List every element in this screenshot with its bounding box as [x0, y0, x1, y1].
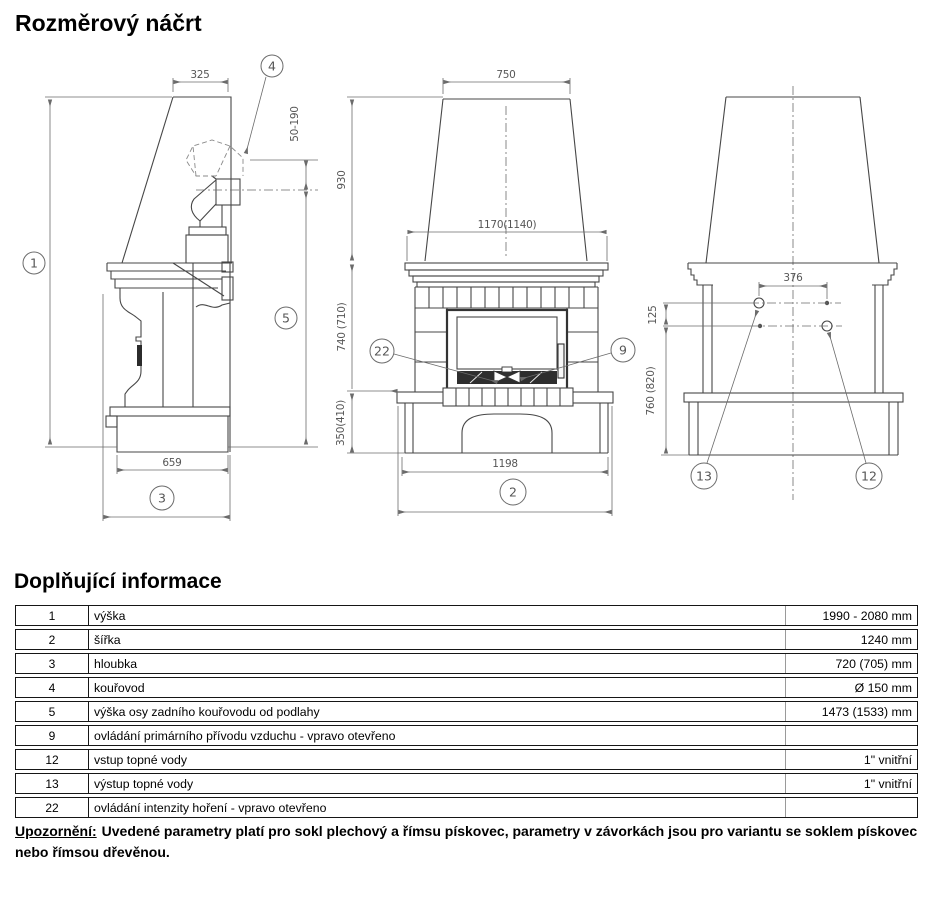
row-value [786, 726, 917, 745]
row-number: 13 [16, 774, 89, 793]
front-dim-mantel-width-label: 1170(1140) [477, 219, 537, 231]
info-table [15, 605, 918, 821]
side-dim-top-width-label: 325 [190, 69, 210, 81]
callout-9-label: 9 [619, 342, 627, 358]
table-row [15, 749, 918, 770]
callout-1-label: 1 [30, 255, 38, 271]
row-label: hloubka [89, 654, 786, 673]
row-value: 1990 - 2080 mm [822, 608, 912, 623]
front-door-handle [558, 344, 564, 378]
side-flue-base-box [186, 235, 228, 263]
table-row [15, 677, 918, 698]
row-number: 3 [16, 654, 89, 673]
table-row [15, 605, 918, 626]
front-cornice-band2 [409, 270, 603, 276]
side-dim-flue-range-label: 50-190 [289, 106, 301, 142]
front-door-glass [457, 317, 557, 369]
table-row [15, 653, 918, 674]
callout-3-label: 3 [158, 490, 166, 506]
note-label: Upozornění: [15, 823, 97, 839]
rear-callout13-leader [707, 311, 757, 463]
side-body-lines [163, 263, 230, 452]
side-hood-outline [122, 97, 231, 263]
row-label: výška [89, 606, 786, 625]
row-number: 5 [16, 702, 89, 721]
row-value: 1473 (1533) mm [821, 704, 912, 719]
table-row [15, 797, 918, 818]
rear-dim-pipe-height-label: 760 (820) [645, 366, 657, 416]
side-flue-elbow [191, 176, 216, 221]
row-value: 1" vnitřní [863, 752, 912, 767]
row-value: 1" vnitřní [863, 776, 912, 791]
callout-2-label: 2 [509, 484, 517, 500]
row-value: 720 (705) mm [835, 656, 912, 671]
row-number: 4 [16, 678, 89, 697]
rear-base-plate [684, 393, 903, 402]
row-label: ovládání intenzity hoření - vpravo otevřeno [89, 798, 786, 817]
rear-pipe-axes [750, 303, 842, 326]
section-title: Doplňující informace [14, 570, 222, 593]
note [15, 821, 923, 863]
row-label: vstup topné vody [89, 750, 786, 769]
callout-depth [150, 486, 174, 510]
callout-13-label: 13 [696, 468, 712, 484]
side-base-plate [110, 407, 230, 416]
front-dim-base-width-label: 1198 [492, 458, 518, 470]
front-dim-base-height-label: 350(410) [335, 400, 347, 446]
side-plinth [117, 416, 228, 452]
front-dim-hood-top-label: 750 [496, 69, 516, 81]
page-title: Rozměrový náčrt [15, 10, 202, 36]
front-plinth [405, 403, 608, 453]
side-mantel-cornice [107, 263, 232, 296]
row-number: 2 [16, 630, 89, 649]
row-label: ovládání primárního přívodu vzduchu - vpravo otevřeno [89, 726, 786, 745]
front-dim1170-ext [407, 236, 607, 261]
side-flue-stub [216, 179, 240, 205]
row-number: 9 [16, 726, 89, 745]
table-row [15, 701, 918, 722]
rear-view [645, 86, 903, 500]
callout-flue [261, 55, 283, 77]
rear-callout12-leader [829, 333, 866, 463]
side-flue-pipe [200, 205, 222, 227]
front-callout22-leader [394, 354, 497, 382]
callout-4-label: 4 [268, 58, 276, 74]
front-dim740-line [347, 265, 397, 391]
table-row [15, 773, 918, 794]
rear-dim-pipe-spacing-label: 376 [783, 272, 803, 284]
row-label: výška osy zadního kouřovodu od podlahy [89, 702, 786, 721]
rear-plinth [689, 402, 898, 455]
row-label: výstup topné vody [89, 774, 786, 793]
callout-water-outlet [691, 463, 717, 489]
table-row [15, 629, 918, 650]
front-cornice-band1 [405, 263, 608, 270]
callout-water-inlet [856, 463, 882, 489]
side-flue-elbow-alt [186, 140, 243, 176]
front-dim-hood-height-label: 930 [336, 170, 348, 190]
row-number: 22 [16, 798, 89, 817]
front-dim-firebox-height-label: 740 (710) [336, 302, 348, 352]
front-top-brick-row [429, 287, 584, 308]
rear-ref-lines [663, 303, 751, 326]
side-base-step [106, 416, 117, 427]
callout-flue-axis-height [275, 307, 297, 329]
note-text: Uvedené parametry platí pro sokl plechový a římsu pískovec, parametry v závorkách jsou pro variantu se soklem pískovec nebo římsou dřevěnou. [15, 823, 918, 860]
row-value: Ø 150 mm [854, 680, 912, 695]
row-number: 12 [16, 750, 89, 769]
front-plinth-arch [462, 414, 552, 453]
front-view [335, 69, 635, 516]
callout-burn-intensity [370, 339, 394, 363]
rear-dim-pipe-offset-label: 125 [647, 305, 659, 325]
rear-hood-outline [706, 97, 879, 263]
side-rear-flue-boss-2 [222, 277, 233, 300]
side-door-handle [137, 345, 142, 366]
callout-total-width [500, 479, 526, 505]
callout-5-label: 5 [282, 310, 290, 326]
table-row [15, 725, 918, 746]
callout-primary-air [611, 338, 635, 362]
side-flue-collar [189, 227, 226, 235]
front-control-top [502, 367, 512, 372]
side-break-line [196, 303, 230, 307]
side-view [23, 55, 318, 521]
side-dim-base-depth-label: 659 [162, 457, 182, 469]
side-ext-lines [45, 97, 318, 447]
callout-total-height [23, 252, 45, 274]
row-value [786, 798, 917, 817]
row-value: 1240 mm [860, 632, 912, 647]
side-callout4-leader [246, 77, 266, 153]
row-number: 1 [16, 606, 89, 625]
front-cornice-band4 [417, 282, 595, 287]
row-label: kouřovod [89, 678, 786, 697]
row-label: šířka [89, 630, 786, 649]
callout-12-label: 12 [861, 468, 877, 484]
callout-22-label: 22 [374, 343, 390, 359]
front-cornice-band3 [413, 276, 599, 282]
